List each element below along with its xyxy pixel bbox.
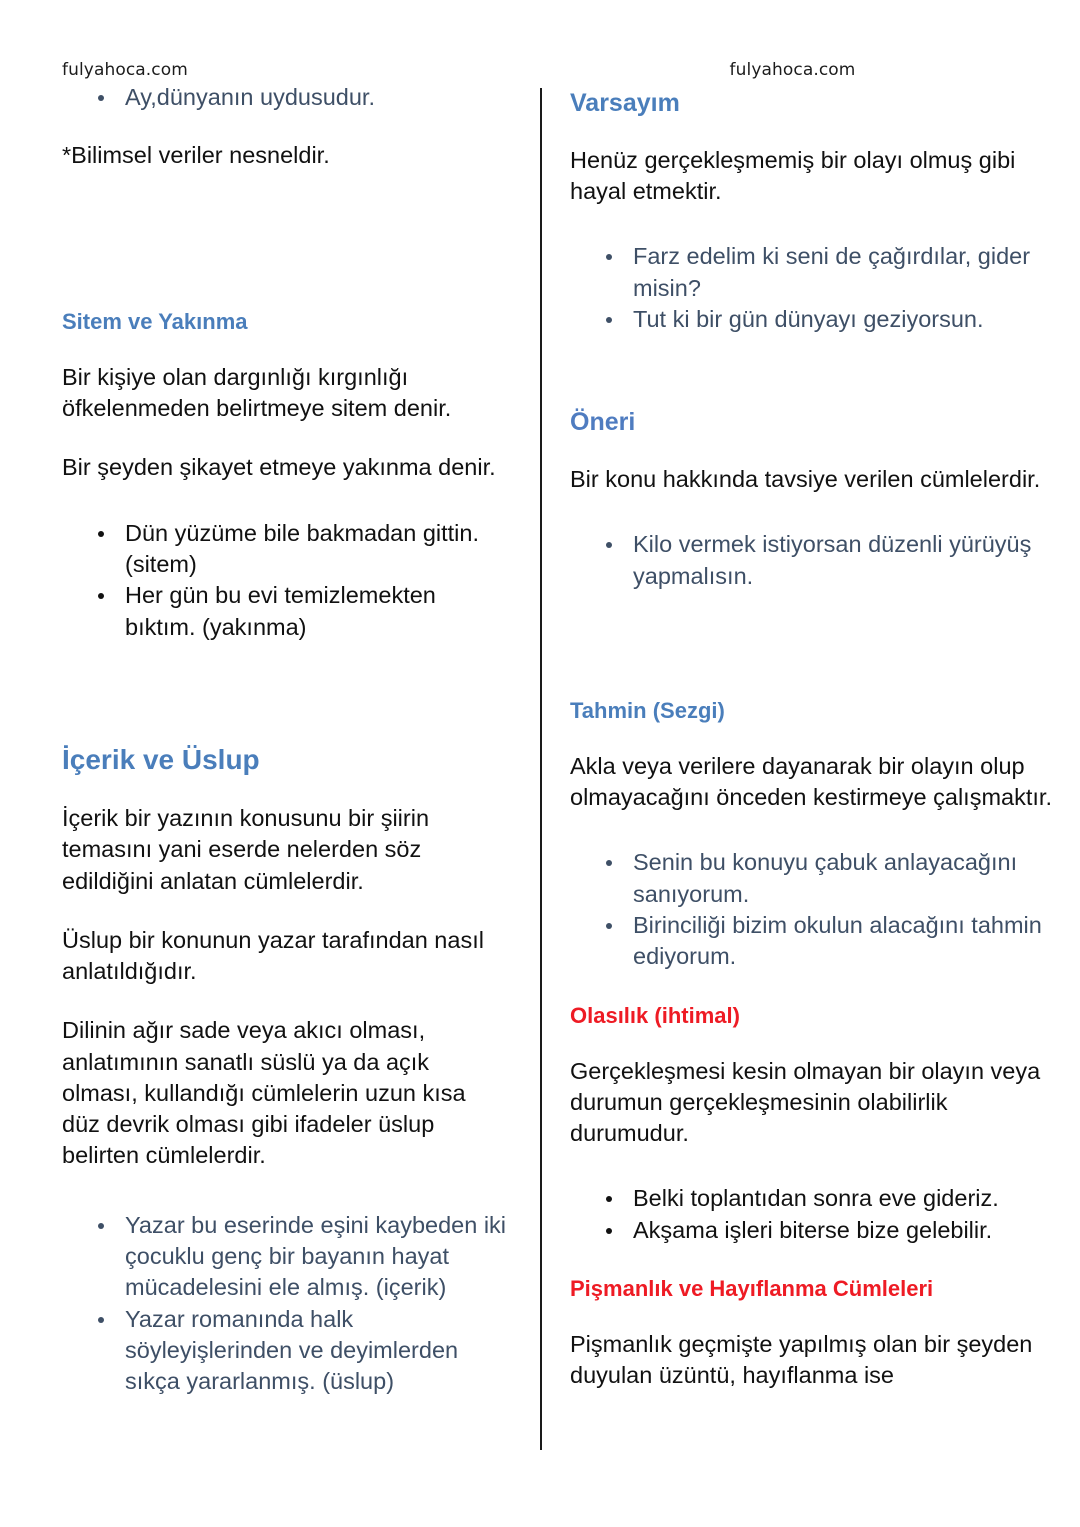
list-item: Akşama işleri biterse bize gelebilir. [570,1215,1055,1246]
list-item: Dün yüzüme bile bakmadan gittin. (sitem) [62,518,510,581]
paragraph-icerik-3: Dilinin ağır sade veya akıcı olması, anlatımının sanatlı süslü ya da açık olması, kullandığı cümlelerin uzun kısa düz devrik olması gibi ifadeler üslup belirten cümlelerdir. [62,1017,466,1169]
list-item: Her gün bu evi temizlemekten bıktım. (yakınma) [62,580,510,643]
bullet-list-tahmin [570,847,1055,972]
paragraph-tahmin: Akla veya verilere dayanarak bir olayın olup olmayacağını önceden kestirmeye çalışmaktır. [570,752,1052,811]
bullet-list-sitem [62,518,510,643]
list-item: Farz edelim ki seni de çağırdılar, gider misin? [570,241,1055,304]
list-item: Kilo vermek istiyorsan düzenli yürüyüş yapmalısın. [570,529,1055,592]
heading-tahmin-sezgi: Tahmin (Sezgi) [570,697,725,723]
list-item: Yazar bu eserinde eşini kaybeden iki çocuklu genç bir bayanın hayat mücadelesini ele almış. (içerik) [62,1210,510,1304]
list-item: Senin bu konuyu çabuk anlayacağını sanıyorum. [570,847,1055,910]
paragraph-varsayim: Henüz gerçekleşmemiş bir olayı olmuş gibi hayal etmektir. [570,146,1016,205]
leading-bullet-list [62,82,510,113]
right-column [540,0,1080,1391]
paragraph-sitem-1: Bir kişiye olan dargınlığı kırgınlığı öfkelenmeden belirtmeye sitem denir. [62,363,452,422]
watermark-right: fulyahoca.com [729,60,856,80]
heading-pismanlik-ve-hayiflanma: Pişmanlık ve Hayıflanma Cümleleri [570,1276,934,1301]
list-item: Yazar romanında halk söyleyişlerinden ve deyimlerden sıkça yararlanmış. (üslup) [62,1304,510,1398]
bullet-list-olasilik [570,1183,1055,1246]
bullet-list-oneri [570,529,1055,592]
paragraph-sitem-2: Bir şeyden şikayet etmeye yakınma denir. [62,454,496,481]
scientific-note: *Bilimsel veriler nesneldir. [62,141,330,168]
paragraph-pismanlik: Pişmanlık geçmişte yapılmış olan bir şeyden duyulan üzüntü, hayıflanma ise [570,1330,1033,1389]
heading-oneri: Öneri [570,408,636,437]
heading-sitem-ve-yakinma: Sitem ve Yakınma [62,309,248,334]
heading-olasilik-ihtimal: Olasılık (ihtimal) [570,1002,740,1028]
list-item: Ay,dünyanın uydusudur. [62,82,510,113]
list-item: Tut ki bir gün dünyayı geziyorsun. [570,304,1055,335]
list-item: Birinciliği bizim okulun alacağını tahmin ediyorum. [570,910,1055,973]
left-column [0,0,540,1398]
paragraph-icerik-1: İçerik bir yazının konusunu bir şiirin temasını yani eserde nelerden söz edildiğini anlatan cümlelerdir. [62,805,430,894]
list-item: Belki toplantıdan sonra eve gideriz. [570,1183,1055,1214]
heading-varsayim: Varsayım [570,89,680,118]
paragraph-olasilik: Gerçekleşmesi kesin olmayan bir olayın veya durumun gerçekleşmesinin olabilirlik durumudur. [570,1057,1041,1147]
bullet-list-varsayim [570,241,1055,335]
paragraph-icerik-2: Üslup bir konunun yazar tarafından nasıl anlatıldığıdır. [62,926,484,985]
heading-icerik-ve-uslup: İçerik ve Üslup [62,744,260,776]
watermark-left: fulyahoca.com [62,60,188,80]
bullet-list-icerik [62,1210,510,1398]
paragraph-oneri: Bir konu hakkında tavsiye verilen cümlelerdir. [570,465,1041,492]
